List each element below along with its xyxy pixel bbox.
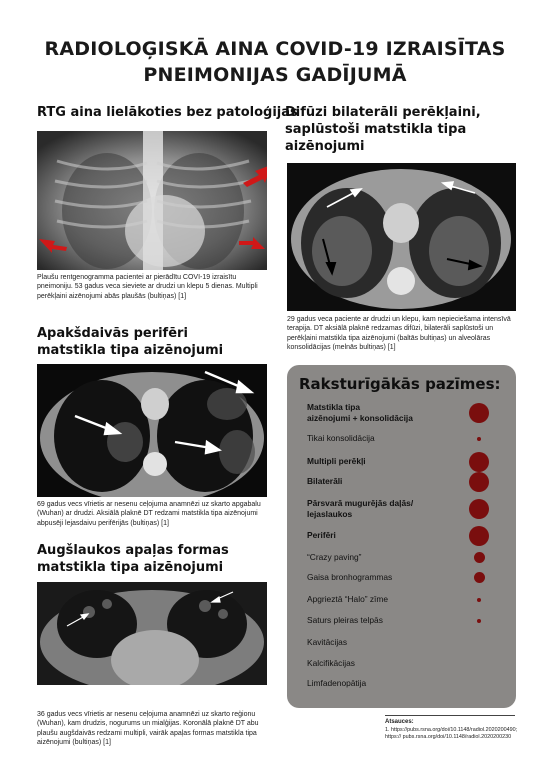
- chest-xray-image: [37, 131, 267, 270]
- feature-label-line1: Gaisa bronhogrammas: [307, 572, 393, 582]
- prominence-dot: [469, 452, 489, 472]
- prominence-dot: [474, 572, 485, 583]
- feature-label: [307, 615, 383, 626]
- prominence-dot: [469, 403, 489, 423]
- page-title-line1: RADIOLOĢISKĀ AINA COVID-19 IZRAISĪTAS: [44, 38, 506, 60]
- upper-heading-line2: matstikla tipa aizēnojumi: [37, 560, 224, 575]
- xray-caption: Plaušu rentgenogramma pacientei ar pierādītu COVI-19 izraisītu pneimoniju. 53 gadus veca sieviete ar drudzi un klepu 5 dienas. Multipli perēkļaini aizēnojumi abās plaušās (bultiņas) [1]: [37, 274, 258, 300]
- peripheral-heading: [37, 325, 223, 359]
- upper-ct-image: [37, 582, 267, 685]
- feature-label: [307, 498, 413, 520]
- feature-label: [307, 572, 392, 583]
- feature-label-line2: lejaslaukos: [307, 509, 353, 519]
- feature-label-line1: Kalcifikācijas: [307, 658, 355, 668]
- feature-label: [307, 678, 366, 689]
- features-title: Raksturīgākās pazīmes:: [299, 375, 501, 393]
- upper-heading: [37, 542, 229, 576]
- prominence-dot: [477, 598, 481, 602]
- feature-label-line1: Matstikla tipa: [307, 402, 361, 412]
- features-panel: [287, 365, 516, 708]
- feature-label-line1: Pārsvarā mugurējās daļās/: [307, 498, 414, 508]
- feature-label-line1: Tikai konsolidācija: [307, 433, 375, 443]
- prominence-dot: [469, 472, 489, 492]
- feature-label: [307, 594, 388, 605]
- sources-divider: [385, 715, 515, 716]
- peripheral-caption: 69 gadus vecs vīrietis ar nesenu ceļojuma anamnēzi uz skarto apgabalu (Wuhan) ar drudzi. Aksiālā plaknē DT redzami matstikla tipa aizēnojumi abpusēji lejasdaivu perifērijās (bultiņas) [1]: [37, 501, 261, 527]
- peripheral-heading-line2: matstikla tipa aizēnojumi: [37, 343, 224, 358]
- feature-label-line1: Kavitācijas: [307, 637, 348, 647]
- diffuse-heading-line1: Difūzi bilaterāli perēkļaini,: [285, 105, 481, 120]
- page-title-line2: PNEIMONIJAS GADĪJUMĀ: [143, 64, 407, 86]
- feature-label: [307, 530, 336, 541]
- diffuse-ct-image: [287, 163, 516, 311]
- xray-heading: RTG aina lielākoties bez patoloģijas: [37, 105, 298, 120]
- feature-label-line2: aizēnojumi + konsolidācija: [307, 413, 413, 423]
- feature-label: [307, 637, 347, 648]
- feature-label-line1: Bilaterāli: [307, 476, 343, 486]
- diffuse-caption: 29 gadus veca paciente ar drudzi un klepu, kam nepieciešama intensīvā terapija. DT aksiālā plaknē redzamas difūzi, bilaterāli saplūstoši un perēkļaini matstikla tipa aizēnojumi (baltās bultiņas) un alveolāras konsolidācijas (melnās bultiņas) [1]: [287, 316, 511, 352]
- diffuse-heading: [285, 104, 481, 155]
- sources-heading: Atsauces:: [385, 719, 414, 725]
- feature-label: [307, 456, 366, 467]
- feature-label: [307, 658, 355, 669]
- peripheral-heading-line1: Apakšdaivās perifēri: [37, 326, 188, 341]
- prominence-dot: [477, 619, 481, 623]
- upper-heading-line1: Augšlaukos apaļas formas: [37, 543, 229, 558]
- feature-label: [307, 552, 361, 563]
- feature-label-line1: Limfadenopātija: [307, 678, 367, 688]
- page-title: [0, 36, 550, 88]
- prominence-dot: [469, 526, 489, 546]
- prominence-dot: [469, 499, 489, 519]
- feature-label-line1: Saturs pleiras telpās: [307, 615, 383, 625]
- feature-label: [307, 476, 342, 487]
- feature-label: [307, 402, 413, 424]
- prominence-dot: [474, 552, 485, 563]
- feature-label-line1: Perifēri: [307, 530, 336, 540]
- feature-label: [307, 433, 375, 444]
- upper-caption: 36 gadus vecs vīrietis ar nesenu ceļojuma anamnēzi uz skarto reģionu (Wuhan), kam drudzis, nogurums un mialģijas. Koronālā plaknē DT abu plaušu augšdaivās redzami multipli, vairāk apaļas formas matstikla tipa aizēnojumi (bultiņas) [1]: [37, 711, 259, 747]
- feature-label-line1: “Crazy paving”: [307, 552, 362, 562]
- feature-label-line1: Multipli perēkļi: [307, 456, 366, 466]
- prominence-dot: [477, 437, 481, 441]
- sources-text: 1. https://pubs.rsna.org/doi/10.1148/radiol.2020200490; https:// pubs.rsna.org/doi/10.1148/radiol.2020200230: [385, 727, 518, 740]
- peripheral-ct-image: [37, 364, 267, 497]
- feature-label-line1: Apgrieztā “Halo” zīme: [307, 594, 388, 604]
- diffuse-heading-line3: aizēnojumi: [285, 139, 365, 154]
- diffuse-heading-line2: saplūstoši matstikla tipa: [285, 122, 467, 137]
